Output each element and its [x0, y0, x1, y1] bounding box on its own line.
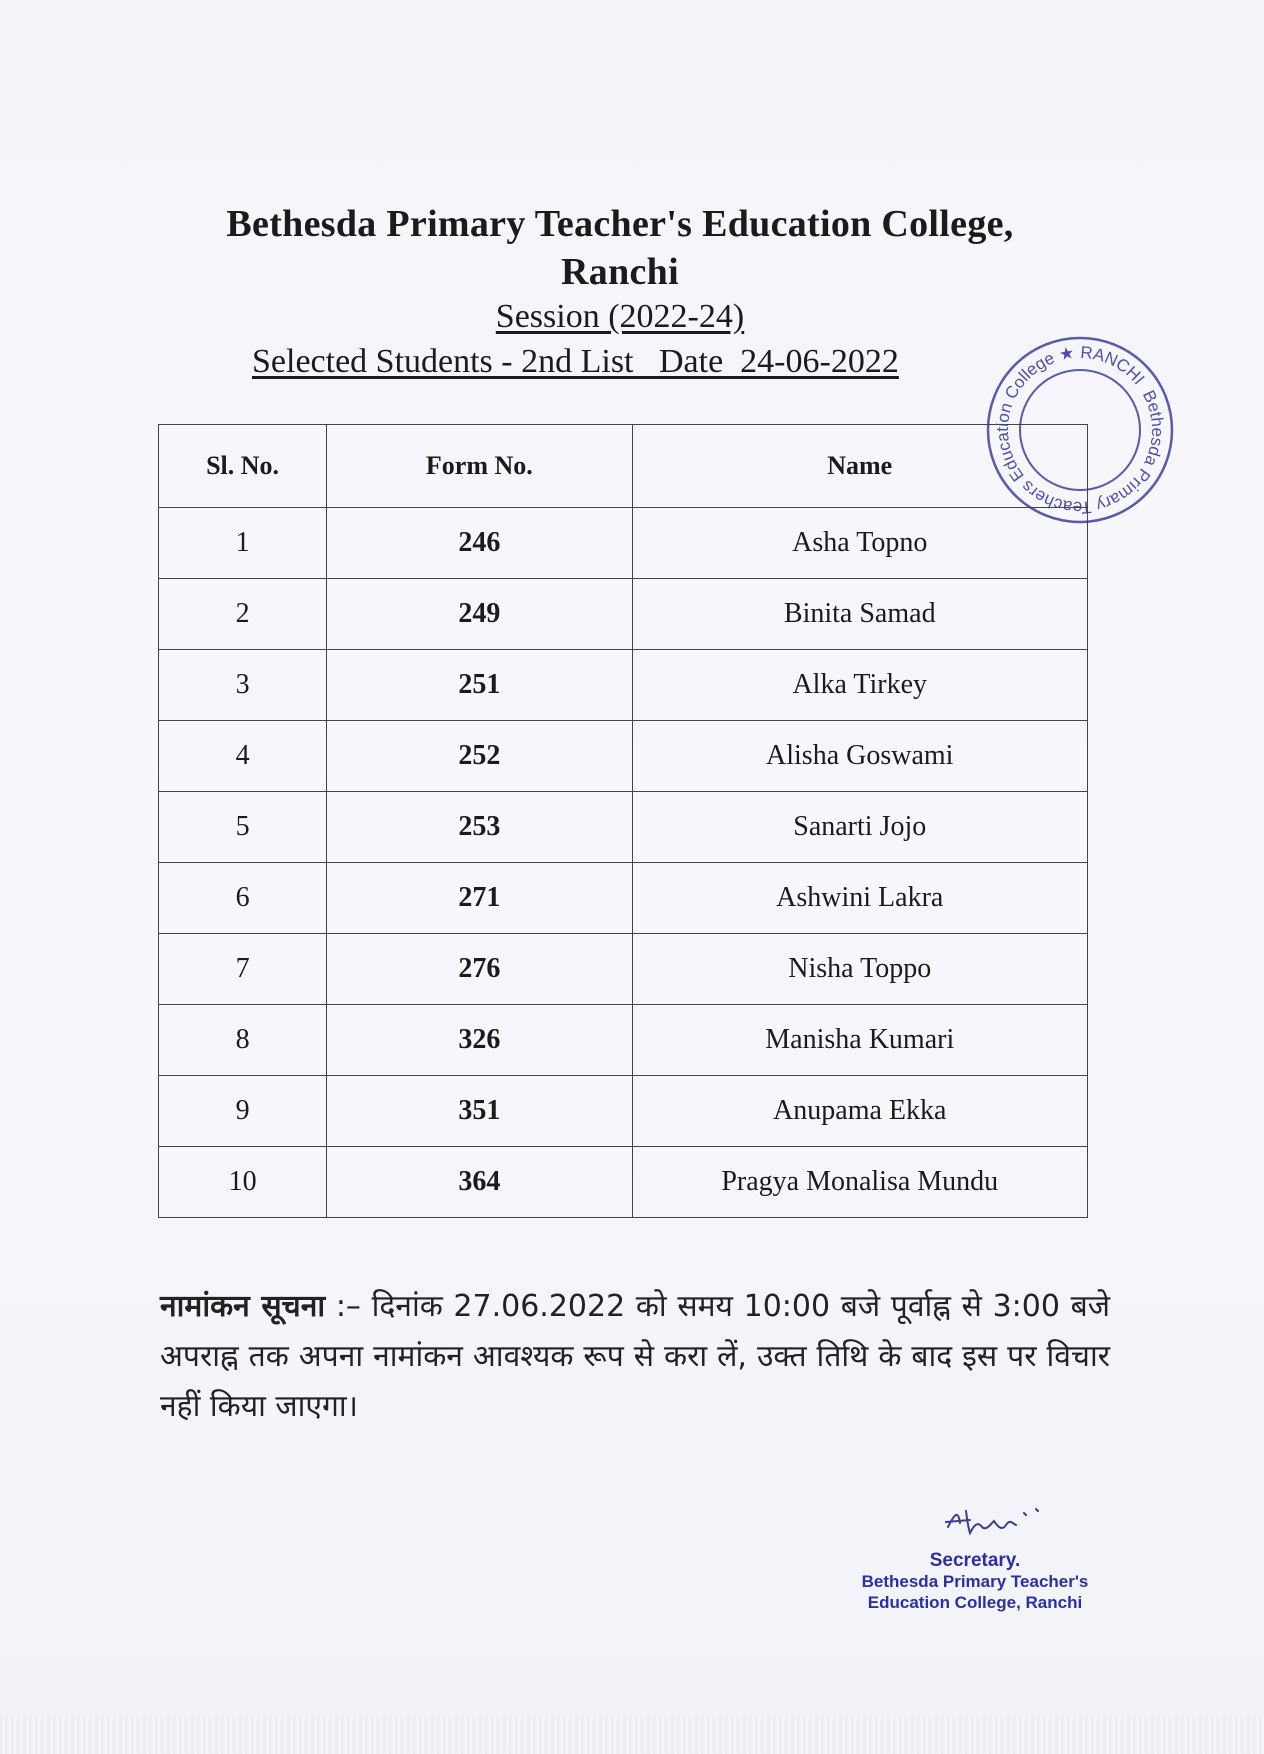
- sl-no-cell: 6: [159, 863, 327, 934]
- form-no-cell: 364: [327, 1147, 632, 1218]
- table-row: [159, 579, 1088, 650]
- notice-body: :– दिनांक 27.06.2022 को समय 10:00 बजे पूर्वाह्न से 3:00 बजे अपराह्न तक अपना नामांकन आवश्यक रूप से करा लें, उक्त तिथि के बाद इस पर विचार नहीं किया जाएगा।: [160, 1289, 1110, 1424]
- name-cell: Manisha Kumari: [632, 1005, 1088, 1076]
- name-cell: Anupama Ekka: [632, 1076, 1088, 1147]
- notice-heading: नामांकन सूचना: [160, 1289, 326, 1324]
- selected-students-table: [158, 424, 1088, 1218]
- sl-no-cell: 4: [159, 721, 327, 792]
- table-row: [159, 934, 1088, 1005]
- sl-no-cell: 5: [159, 792, 327, 863]
- sl-no-cell: 3: [159, 650, 327, 721]
- sl-no-cell: 7: [159, 934, 327, 1005]
- column-header-name: Name: [632, 425, 1088, 508]
- table-row: [159, 863, 1088, 934]
- secretary-title: Secretary.: [929, 1550, 1021, 1571]
- name-cell: Ashwini Lakra: [632, 863, 1088, 934]
- name-cell: Alka Tirkey: [632, 650, 1088, 721]
- stamp-text: Bethesda Primary Teachers Education College ★ RANCHI: [992, 342, 1168, 518]
- admission-notice: [160, 1282, 1110, 1432]
- name-cell: Sanarti Jojo: [632, 792, 1088, 863]
- table-row: [159, 721, 1088, 792]
- sl-no-cell: 1: [159, 508, 327, 579]
- table-row: [159, 792, 1088, 863]
- session-label: Session (2022-24): [495, 298, 745, 335]
- name-cell: Binita Samad: [632, 579, 1088, 650]
- list-title: Selected Students - 2nd List Date 24-06-2022: [252, 343, 899, 380]
- form-no-cell: 326: [327, 1005, 632, 1076]
- form-no-cell: 271: [327, 863, 632, 934]
- table-row: [159, 1147, 1088, 1218]
- handwritten-signature: [940, 1495, 1060, 1545]
- column-header-sl-no: Sl. No.: [159, 425, 327, 508]
- college-name-line2: Ranchi: [561, 251, 679, 293]
- scan-border: [0, 1716, 1264, 1754]
- form-no-cell: 251: [327, 650, 632, 721]
- sl-no-cell: 8: [159, 1005, 327, 1076]
- college-name-line1: Bethesda Primary Teacher's Education College,: [226, 203, 1014, 245]
- table-row: [159, 1076, 1088, 1147]
- name-cell: Alisha Goswami: [632, 721, 1088, 792]
- name-cell: Pragya Monalisa Mundu: [632, 1147, 1088, 1218]
- table-row: [159, 1005, 1088, 1076]
- form-no-cell: 252: [327, 721, 632, 792]
- sl-no-cell: 10: [159, 1147, 327, 1218]
- secretary-college-line1: Bethesda Primary Teacher's: [861, 1572, 1089, 1591]
- college-name: [150, 200, 1090, 296]
- secretary-college-line2: Education College, Ranchi: [867, 1593, 1083, 1612]
- column-header-form-no: Form No.: [327, 425, 632, 508]
- form-no-cell: 249: [327, 579, 632, 650]
- table-row: [159, 650, 1088, 721]
- name-cell: Asha Topno: [632, 508, 1088, 579]
- table-row: [159, 508, 1088, 579]
- form-no-cell: 253: [327, 792, 632, 863]
- form-no-cell: 246: [327, 508, 632, 579]
- name-cell: Nisha Toppo: [632, 934, 1088, 1005]
- sl-no-cell: 9: [159, 1076, 327, 1147]
- table-header-row: [159, 425, 1088, 508]
- secretary-signature-block: [830, 1550, 1120, 1613]
- form-no-cell: 276: [327, 934, 632, 1005]
- form-no-cell: 351: [327, 1076, 632, 1147]
- sl-no-cell: 2: [159, 579, 327, 650]
